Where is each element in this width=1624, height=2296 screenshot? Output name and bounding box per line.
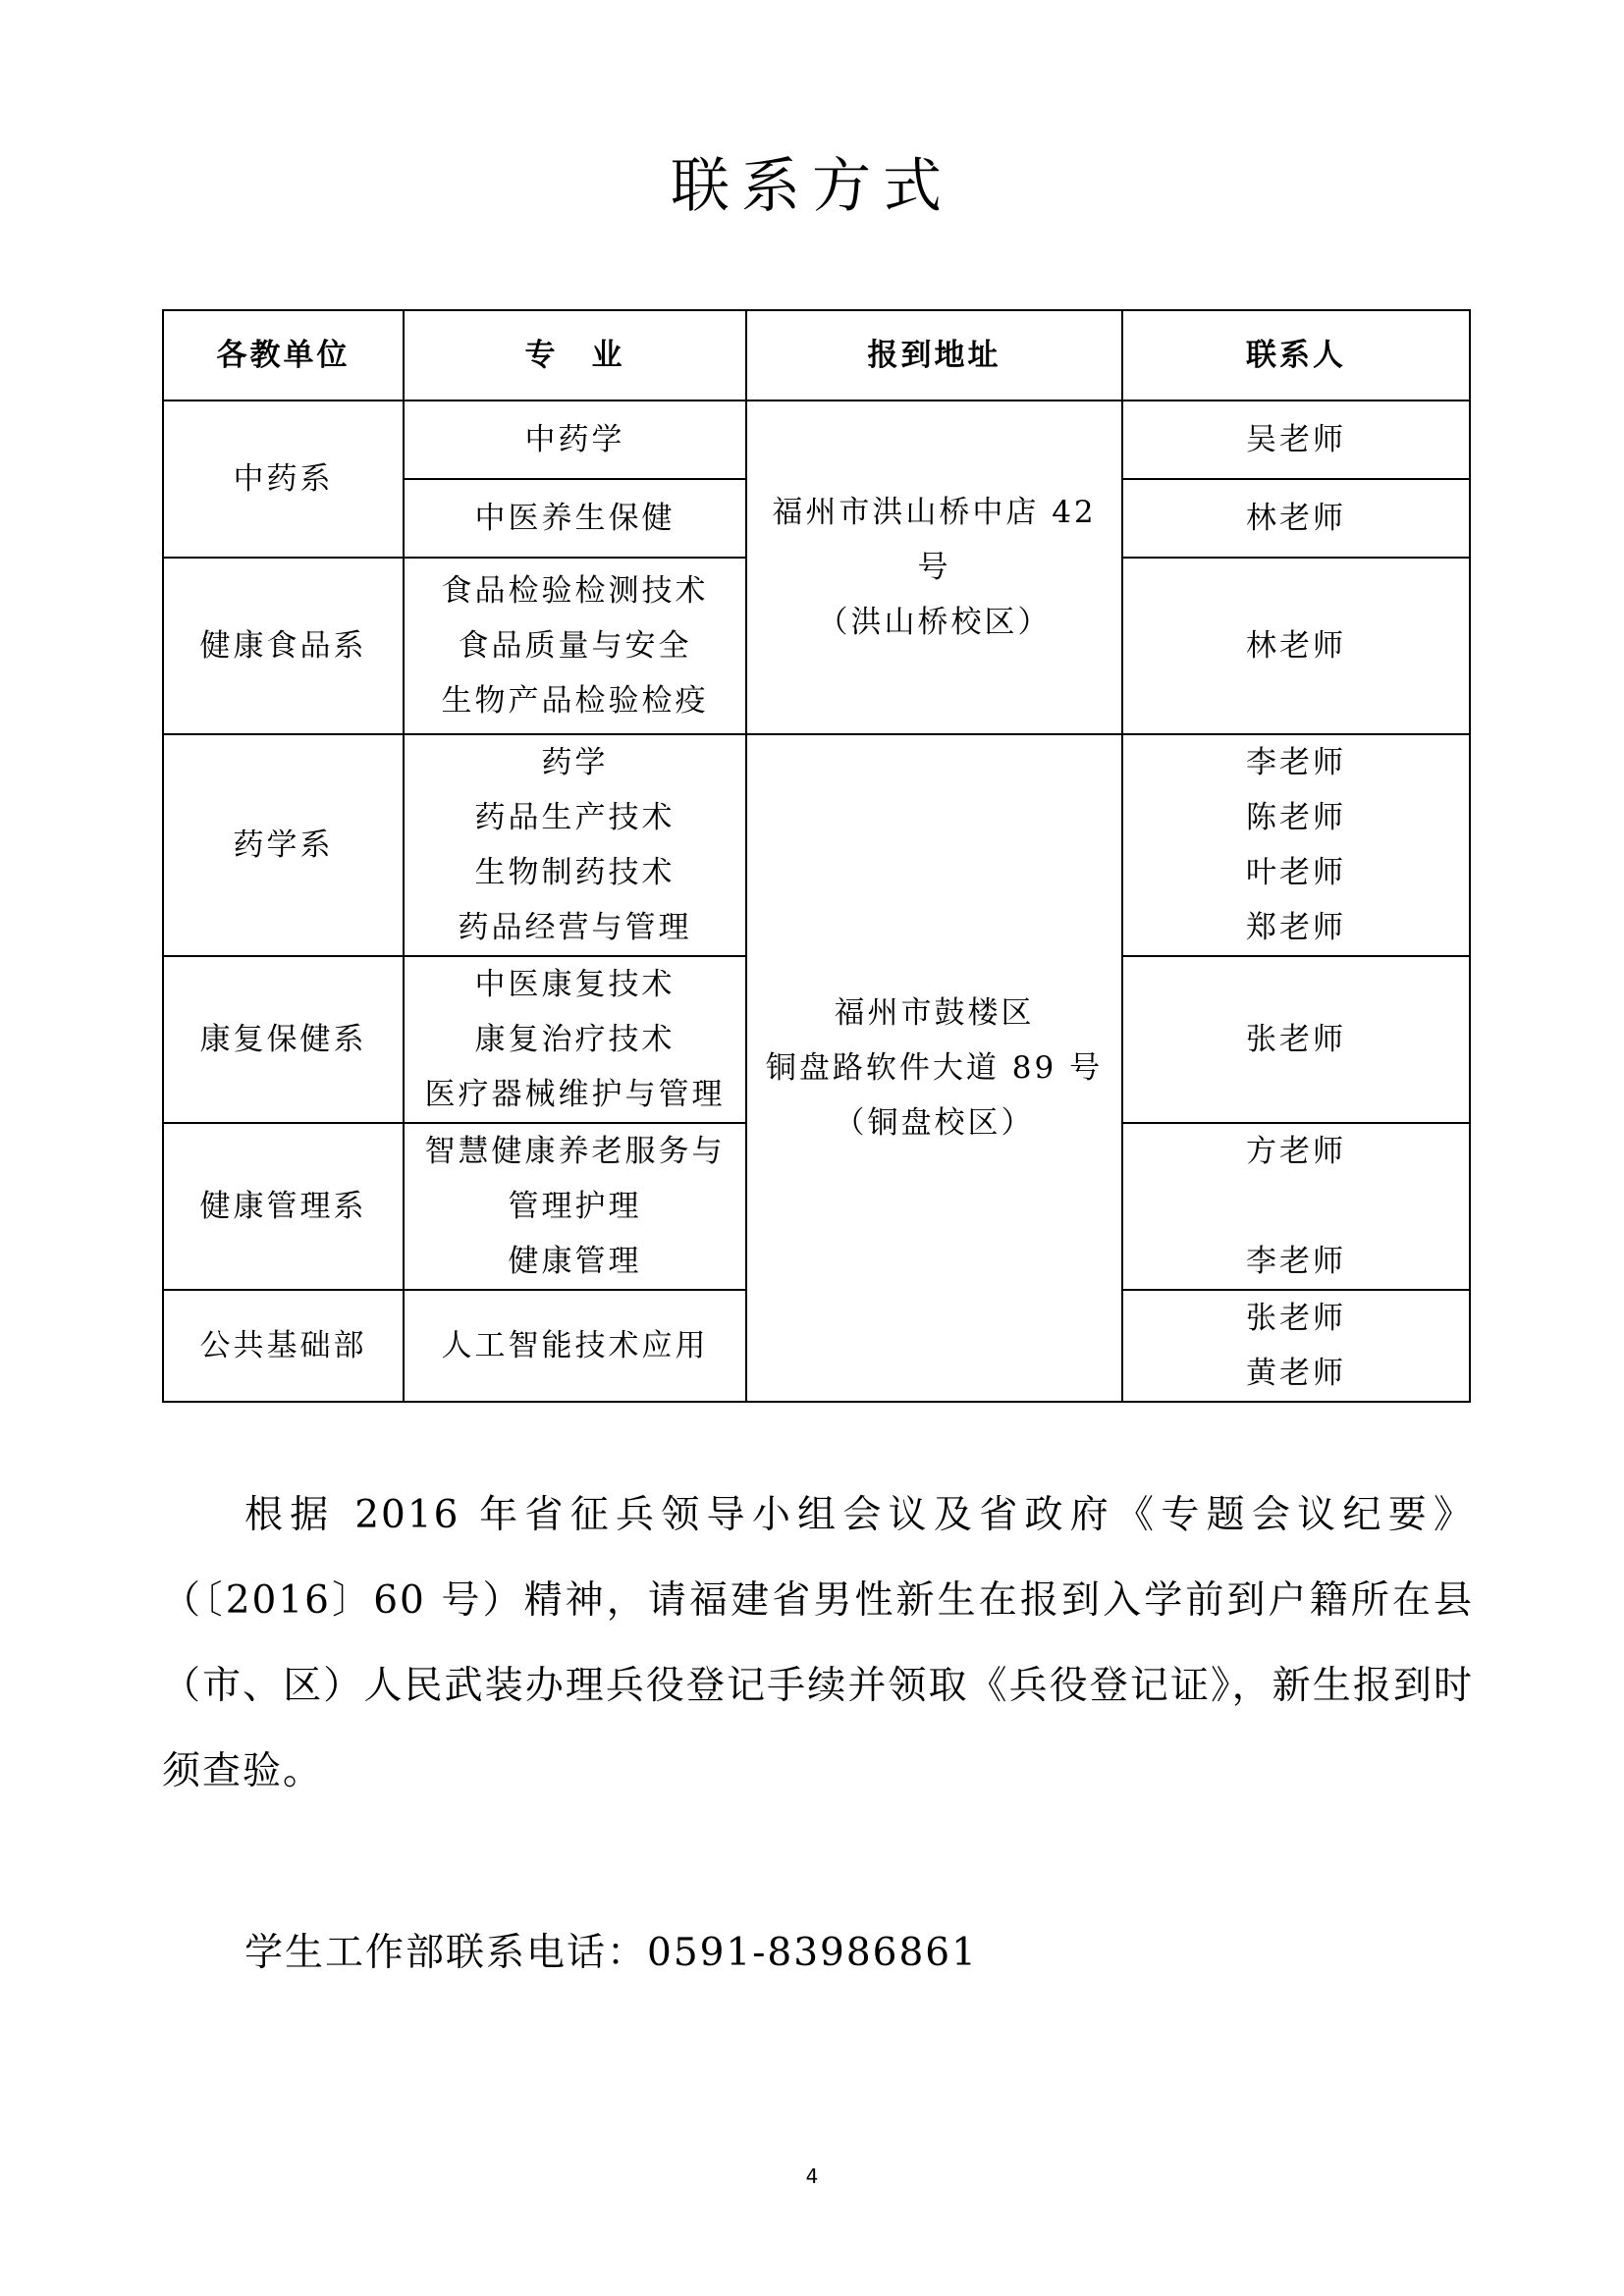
header-address: 报到地址	[746, 310, 1122, 400]
contact-line: 黄老师	[1246, 1356, 1346, 1391]
major-line: 健康管理	[508, 1244, 642, 1279]
contact-cell: 林老师	[1122, 558, 1470, 734]
department-cell: 公共基础部	[163, 1290, 404, 1402]
address-line: 福州市鼓楼区	[834, 995, 1035, 1031]
major-cell: 中药学	[404, 400, 746, 479]
military-registration-notice: 根据 2016 年省征兵领导小组会议及省政府《专题会议纪要》（〔2016〕60 号）精神，请福建省男性新生在报到入学前到户籍所在县（市、区）人民武装办理兵役登记手续并领取《兵役登记证》，新生报到时须查验。	[162, 1493, 1474, 1793]
contact-cell: 吴老师	[1122, 400, 1470, 479]
page-number: 4	[805, 2164, 819, 2188]
address-line: （洪山桥校区）	[817, 605, 1052, 640]
address-line: （铜盘校区）	[834, 1105, 1035, 1141]
contact-line: 方老师	[1246, 1134, 1346, 1169]
major-line: 食品检验检测技术	[441, 573, 709, 609]
contact-line: 郑老师	[1246, 910, 1346, 945]
contact-line: 张老师	[1246, 1301, 1346, 1336]
contact-table	[162, 309, 1471, 1403]
contact-cell	[1122, 1123, 1470, 1290]
department-cell: 康复保健系	[163, 956, 404, 1123]
major-cell	[404, 1123, 746, 1290]
contact-line: 叶老师	[1246, 855, 1346, 890]
contact-cell	[1122, 734, 1470, 956]
contact-cell	[1122, 1290, 1470, 1402]
contact-cell: 林老师	[1122, 479, 1470, 558]
address-line: 铜盘路软件大道 89 号	[765, 1050, 1104, 1086]
major-cell: 人工智能技术应用	[404, 1290, 746, 1402]
major-line: 中医康复技术	[474, 967, 676, 1002]
major-cell	[404, 558, 746, 734]
contact-phone: 学生工作部联系电话：0591-83986861	[244, 1931, 978, 1975]
major-cell	[404, 956, 746, 1123]
major-line: 医疗器械维护与管理	[424, 1077, 726, 1112]
major-line: 药品经营与管理	[458, 910, 692, 945]
major-cell: 中医养生保健	[404, 479, 746, 558]
department-cell: 药学系	[163, 734, 404, 956]
address-cell	[746, 734, 1122, 1402]
contact-line: 李老师	[1246, 1244, 1346, 1279]
table-row	[163, 734, 1470, 956]
department-cell: 健康管理系	[163, 1123, 404, 1290]
major-line: 食品质量与安全	[458, 628, 692, 664]
major-cell	[404, 734, 746, 956]
contact-spacer	[1127, 1179, 1465, 1234]
department-cell: 中药系	[163, 400, 404, 558]
major-line: 智慧健康养老服务与	[424, 1134, 726, 1169]
major-line: 康复治疗技术	[474, 1022, 676, 1057]
table-row	[163, 400, 1470, 479]
department-cell: 健康食品系	[163, 558, 404, 734]
page-title: 联系方式	[671, 152, 953, 221]
major-line: 管理护理	[508, 1189, 642, 1224]
contact-line: 李老师	[1246, 745, 1346, 780]
table-header-row	[163, 310, 1470, 400]
header-department: 各教单位	[163, 310, 404, 400]
major-line: 药学	[541, 745, 609, 780]
address-cell	[746, 400, 1122, 734]
contact-line: 陈老师	[1246, 800, 1346, 835]
major-line: 药品生产技术	[474, 800, 676, 835]
major-line: 生物产品检验检疫	[441, 683, 709, 719]
major-line: 生物制药技术	[474, 855, 676, 890]
address-line: 福州市洪山桥中店 42 号	[772, 495, 1097, 585]
header-contact: 联系人	[1122, 310, 1470, 400]
contact-cell: 张老师	[1122, 956, 1470, 1123]
header-major: 专 业	[404, 310, 746, 400]
